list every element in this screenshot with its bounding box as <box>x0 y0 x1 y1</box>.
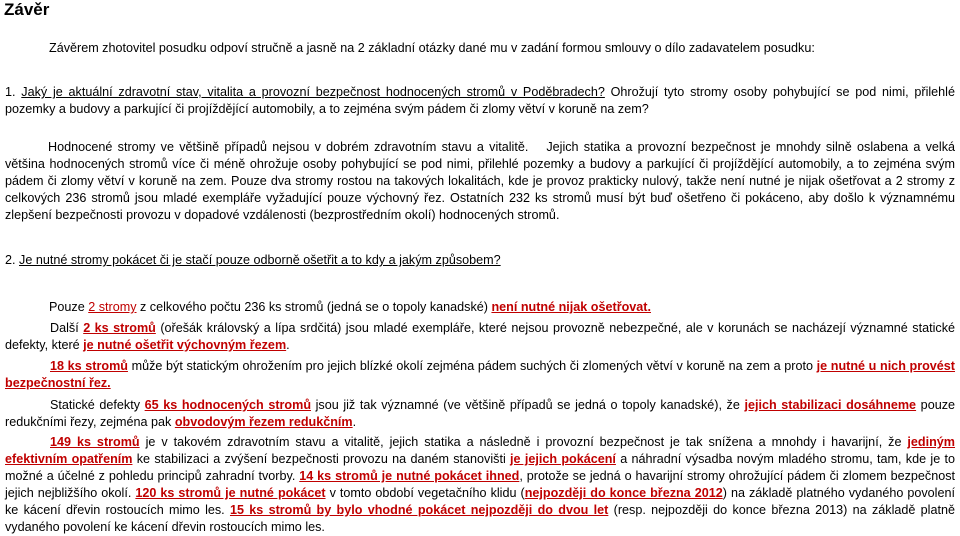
para-e-highlight-7: 15 ks stromů by bylo vhodné pokácet nejpozději do dvou let <box>229 503 609 517</box>
paragraph-reduction-cut <box>5 397 955 431</box>
intro-paragraph: Závěrem zhotovitel posudku odpoví stručně a jasně na 2 základní otázky dané mu v zadání formou smlouvy o dílo zadavatelem posudku: <box>49 41 815 55</box>
para-d-text-4: . <box>352 415 357 429</box>
para-e-text-2: ke stabilizaci a zvýšení bezpečnosti provozu na daném stanovišti <box>132 452 511 466</box>
para-b-highlight-2: je nutné ošetřit výchovným řezem <box>83 338 287 352</box>
para-e-text-7: (resp. nejpozději do konce března 2013) na základě platně vydaného povolení ke kácení dřevin rostoucích mimo les. <box>5 503 955 534</box>
section-heading: Závěr <box>4 0 50 19</box>
para-e-text-3: a náhradní výsadba novým mladého stromu, tam, kde je to možné a účelné z pohledu principů zahradní tvorby. <box>5 452 956 483</box>
answer-1-sentence-a: Hodnocené stromy ve většině případů nejsou v dobrém zdravotním stavu a vitalitě. <box>48 140 529 154</box>
para-b-text-2: (ořešák královský a lípa srdčitá) jsou mladé exempláře, které nejsou provozně nebezpečné, ale v korunách se nacházejí významné statické defekty, které <box>5 321 955 352</box>
question-2 <box>5 252 955 269</box>
para-e-text-5: v tomto období vegetačního klidu ( <box>325 486 525 500</box>
para-d-highlight-3: obvodovým řezem redukčním <box>174 415 353 429</box>
para-b-text-3: . <box>286 338 290 352</box>
para-d-highlight-1: 65 ks hodnocených stromů <box>144 398 312 412</box>
para-e-highlight-5: 120 ks stromů je nutné pokácet <box>135 486 326 500</box>
para-e-highlight-4: 14 ks stromů je nutné pokácet ihned <box>299 469 520 483</box>
question-2-text: Je nutné stromy pokácet či je stačí pouze odborně ošetřit a to kdy a jakým způsobem? <box>19 253 501 267</box>
para-c-text-1: může být statickým ohrožením pro jejich blízké okolí zejména pádem suchých či zlomených větví v koruně na zem a proto <box>127 359 817 373</box>
question-1-text: Jaký je aktuální zdravotní stav, vitalita a provozní bezpečnost hodnocených stromů v Poděbradech? <box>21 85 605 99</box>
para-d-text-1: Statické defekty <box>50 398 145 412</box>
question-2-number: 2. <box>5 253 20 267</box>
para-a-text-2: z celkového počtu 236 ks stromů (jedná se o topoly kanadské) <box>136 300 492 314</box>
para-a-highlight-2: není nutné nijak ošetřovat. <box>491 300 651 314</box>
answer-1-paragraph <box>5 139 955 224</box>
answer-1-sentence-b: Jejich statika a provozní bezpečnost je mnohdy silně oslabena a velká většina hodnocených stromů více či méně ohrožuje osoby pohybující se pod nimi, přilehlé pozemky a budovy a parkující či projíždějící automobily, a to zejména svým pádem či zlomy větví v koruně na zem. Pouze dva stromy rostou na takových lokalitách, kde je provoz prakticky nulový, takže není nutné je nijak ošetřovat a 2 stromy z celkových 236 stromů jsou mladé exempláře vyžadující pouze výchovný řez. Ostatních 232 ks stromů musí být buď ošetřeno či pokáceno, aby došlo k významnému zlepšení bezpečnosti provozu v dopadové vzdálenosti (bezprostředním okolí) hodnocených stromů. <box>5 140 956 222</box>
para-e-highlight-6: nejpozději do konce března 2012 <box>524 486 723 500</box>
para-e-text-4: , protože se jedná o havarijní stromy ohrožující pádem či zlomem bezpečnost jejich nejbližšího okolí. <box>5 469 956 500</box>
question-1 <box>5 84 955 118</box>
para-e-highlight-1: 149 ks stromů <box>50 435 140 449</box>
para-c-highlight-2: je nutné u nich provést bezpečnostní řez. <box>5 359 956 390</box>
para-b-highlight-1: 2 ks stromů <box>83 321 156 335</box>
para-e-text-1: je v takovém zdravotním stavu a vitalitě, jejich statika a následně i provozní bezpečnost je tak snížena a mnohdy i havarijní, že <box>139 435 908 449</box>
paragraph-safety-cut <box>5 358 955 392</box>
para-d-highlight-2: jejich stabilizaci dosáhneme <box>744 398 917 412</box>
para-d-text-3: pouze redukčními řezy, zejména pak <box>5 398 955 429</box>
para-a-highlight-1: 2 stromy <box>88 300 137 314</box>
para-e-highlight-3: je jejich pokácení <box>510 452 616 466</box>
para-b-text-1: Další <box>50 321 84 335</box>
para-d-text-2: jsou již tak významné (ve většině případů se jedná o topoly kanadské), že <box>311 398 745 412</box>
paragraph-2-trees-no-care <box>5 299 955 316</box>
question-1-number: 1. <box>5 85 22 99</box>
paragraph-felling <box>5 434 955 536</box>
para-c-highlight-1: 18 ks stromů <box>50 359 128 373</box>
question-1-rest: Ohrožují tyto stromy osoby pohybující se pod nimi, přilehlé pozemky a budovy a parkující či projíždějící automobily, a to zejména svým pádem či zlomy větví v koruně na zem? <box>5 85 955 116</box>
para-a-text-1: Pouze <box>49 300 89 314</box>
para-e-text-6: ) na základě platného vydaného povolení ke kácení dřevin rostoucích mimo les. <box>5 486 955 517</box>
paragraph-young-trees <box>5 320 955 354</box>
para-e-highlight-2: jediným efektivním opatřením <box>5 435 955 466</box>
